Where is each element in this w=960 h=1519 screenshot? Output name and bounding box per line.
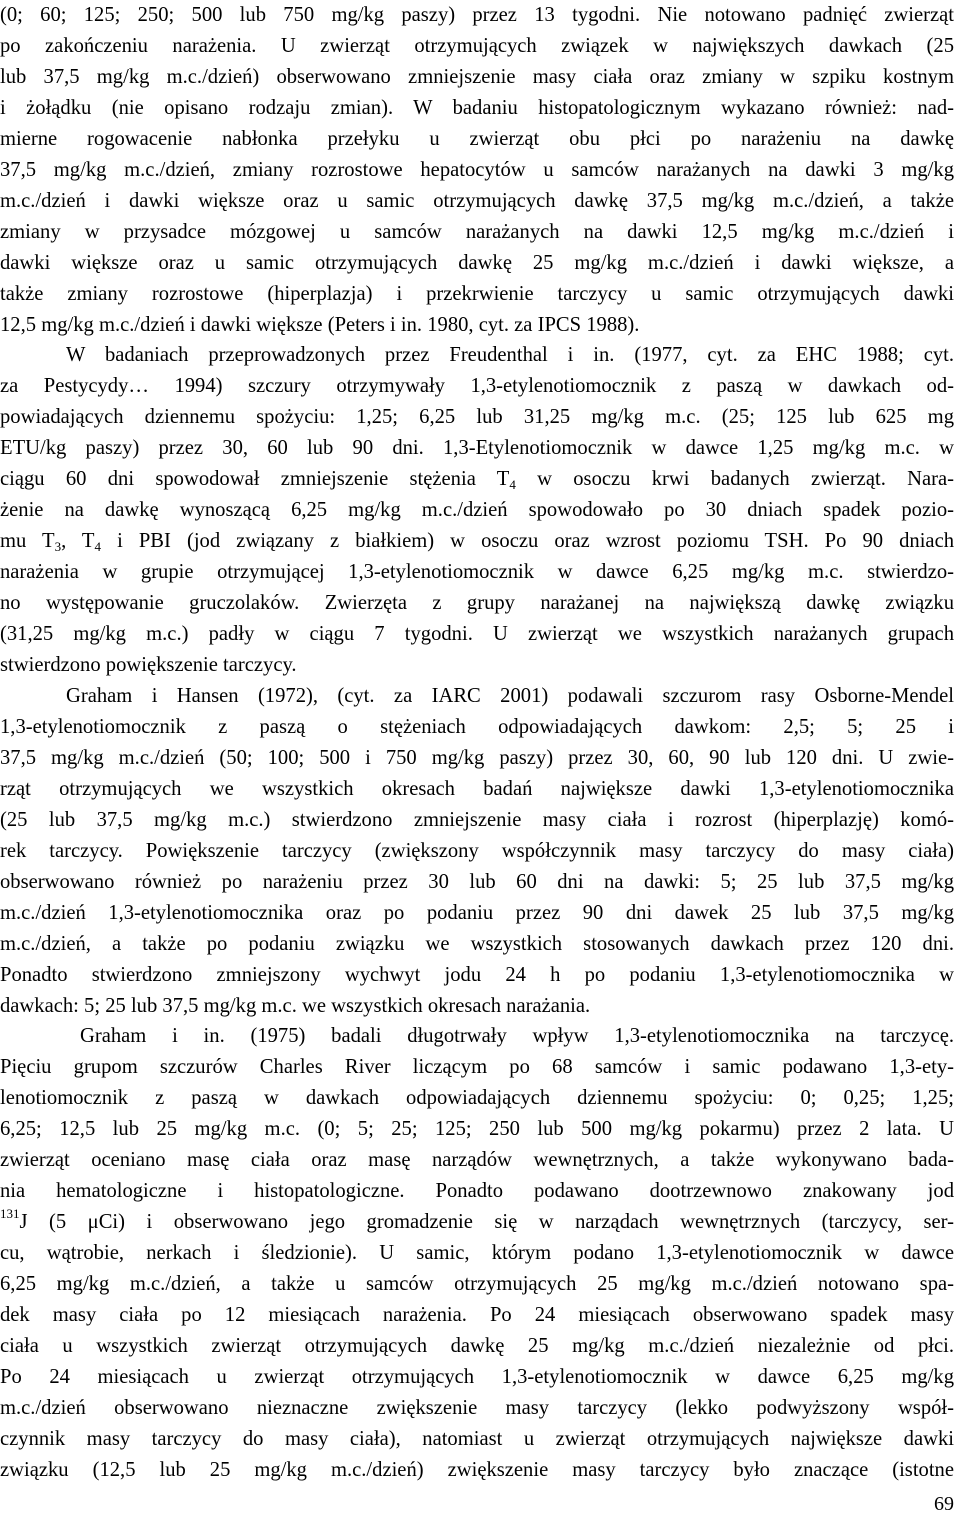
text-line: dawki większe oraz u samic otrzymujących dawkę 25 mg/kg m.c./dzień i dawki większe, a <box>0 251 954 274</box>
paragraph-1 <box>0 0 954 340</box>
text-line: (25 lub 37,5 mg/kg m.c.) stwierdzono zmniejszenie masy ciała i rozrost (hiperplazję) komó- <box>0 808 954 831</box>
text-line: ETU/kg paszy) przez 30, 60 lub 90 dni. 1,3-Etylenotiomocznik w dawce 1,25 mg/kg m.c. w <box>0 437 954 460</box>
text-line: żenie na dawkę wynoszącą 6,25 mg/kg m.c./dzień spowodowało po 30 dniach spadek pozio- <box>0 499 954 522</box>
text-line: Pięciu grupom szczurów Charles River liczącym po 68 samców i samic podawano 1,3-ety- <box>0 1056 954 1079</box>
text-line: nia hematologiczne i histopatologiczne. Ponadto podawano dootrzewnowo znakowany jod <box>0 1180 954 1203</box>
text-fragment: ciągu 60 dni spowodował zmniejszenie stężenia T <box>0 468 510 491</box>
text-line: dawkach: 5; 25 lub 37,5 mg/kg m.c. we wszystkich okresach narażania. <box>0 994 591 1017</box>
text-line: 37,5 mg/kg m.c./dzień (50; 100; 500 i 750 mg/kg paszy) przez 30, 60, 90 lub 120 dni. U zwie- <box>0 746 954 769</box>
text-line: 37,5 mg/kg m.c./dzień, zmiany rozrostowe hepatocytów u samców narażanych na dawki 3 mg/kg <box>0 158 954 181</box>
text-line: W badaniach przeprowadzonych przez Freudenthal i in. (1977, cyt. za EHC 1988; cyt. <box>66 344 954 367</box>
text-line: m.c./dzień 1,3-etylenotiomocznika oraz po podaniu przez 90 dni dawek 25 lub 37,5 mg/kg <box>0 901 954 924</box>
text-line: i żołądku (nie opisano rodzaju zmian). W badaniu histopatologicznym wykazano również: nad- <box>0 96 954 119</box>
text-line <box>0 526 954 557</box>
text-fragment: w osoczu krwi badanych zwierząt. Nara- <box>515 468 954 491</box>
text-fragment: , T <box>61 530 95 553</box>
subscript: 4 <box>94 539 102 555</box>
text-line: narażenia w grupie otrzymującej 1,3-etylenotiomocznik w dawce 6,25 mg/kg m.c. stwierdzo- <box>0 561 954 584</box>
text-line: także zmiany rozrostowe (hiperplazja) i przekrwienie tarczycy u samic otrzymujących dawki <box>0 282 954 305</box>
text-line: (31,25 mg/kg m.c.) padły w ciągu 7 tygodni. U zwierząt we wszystkich narażanych grupach <box>0 623 954 646</box>
text-line: Ponadto stwierdzono zmniejszony wychwyt jodu 24 h po podaniu 1,3-etylenotiomocznika w <box>0 963 954 986</box>
text-line: cu, wątrobie, nerkach i śledzionie). U samic, którym podano 1,3-etylenotiomocznik w dawce <box>0 1242 954 1265</box>
text-line: 6,25 mg/kg m.c./dzień, a także u samców otrzymujących 25 mg/kg m.c./dzień notowano spa- <box>0 1273 954 1296</box>
subscript: 3 <box>54 539 62 555</box>
text-line: powiadających dziennemu spożyciu: 1,25; 6,25 lub 31,25 mg/kg m.c. (25; 125 lub 625 mg <box>0 406 954 429</box>
text-fragment: J (5 μCi) i obserwowano jego gromadzenie się w narządach wewnętrznych (tarczycy, ser- <box>19 1211 954 1234</box>
text-line: m.c./dzień obserwowano nieznaczne zwiększenie masy tarczycy (lekko podwyższony współ- <box>0 1396 954 1419</box>
text-line: 6,25; 12,5 lub 25 mg/kg m.c. (0; 5; 25; 125; 250 lub 500 mg/kg pokarmu) przez 2 lata. U <box>0 1118 954 1141</box>
text-line: rek tarczycy. Powiększenie tarczycy (zwiększony współczynnik masy tarczycy do masy ciała) <box>0 839 954 862</box>
text-line: m.c./dzień i dawki większe oraz u samic otrzymujących dawkę 37,5 mg/kg m.c./dzień, a także <box>0 189 954 212</box>
paragraph-3 <box>0 681 954 1021</box>
text-line: 12,5 mg/kg m.c./dzień i dawki większe (Peters i in. 1980, cyt. za IPCS 1988). <box>0 313 640 336</box>
text-line: po zakończeniu narażenia. U zwierząt otrzymujących związek w największych dawkach (25 <box>0 34 954 57</box>
superscript: 131 <box>0 1206 20 1222</box>
text-line: lenotiomocznik z paszą w dawkach odpowiadających dziennemu spożyciu: 0; 0,25; 1,25; <box>0 1087 954 1110</box>
text-line <box>0 464 954 495</box>
text-line <box>0 1207 954 1238</box>
text-line: Graham i in. (1975) badali długotrwały wpływ 1,3-etylenotiomocznika na tarczycę. <box>80 1025 954 1048</box>
text-fragment: mu T <box>0 530 55 553</box>
text-line: związku (12,5 lub 25 mg/kg m.c./dzień) zwiększenie masy tarczycy było znaczące (istotne <box>0 1458 954 1481</box>
text-line: mierne rogowacenie nabłonka przełyku u zwierząt obu płci po narażeniu na dawkę <box>0 127 954 150</box>
text-line: Graham i Hansen (1972), (cyt. za IARC 2001) podawali szczurom rasy Osborne-Mendel <box>66 684 954 707</box>
text-line: zmiany w przysadce mózgowej u samców narażanych na dawki 12,5 mg/kg m.c./dzień i <box>0 220 954 243</box>
paragraph-4 <box>0 1021 954 1485</box>
text-line: ciała u wszystkich zwierząt otrzymujących dawkę 25 mg/kg m.c./dzień niezależnie od płci. <box>0 1334 954 1357</box>
subscript: 4 <box>509 477 516 493</box>
text-line: stwierdzono powiększenie tarczycy. <box>0 654 297 677</box>
page-number: 69 <box>934 1493 954 1515</box>
text-line: 1,3-etylenotiomocznik z paszą o stężeniach odpowiadających dawkom: 2,5; 5; 25 i <box>0 715 954 738</box>
text-line: m.c./dzień, a także po podaniu związku we wszystkich stosowanych dawkach przez 120 dni. <box>0 932 954 955</box>
text-line: rząt otrzymujących we wszystkich okresach badań największe dawki 1,3-etylenotiomocznika <box>0 777 954 800</box>
text-line: Po 24 miesiącach u zwierząt otrzymujących 1,3-etylenotiomocznik w dawce 6,25 mg/kg <box>0 1365 954 1388</box>
text-line: zwierząt oceniano masę ciała oraz masę narządów wewnętrznych, a także wykonywano bada- <box>0 1149 954 1172</box>
text-line: lub 37,5 mg/kg m.c./dzień) obserwowano zmniejszenie masy ciała oraz zmiany w szpiku kostnym <box>0 65 954 88</box>
text-line: dek masy ciała po 12 miesiącach narażenia. Po 24 miesiącach obserwowano spadek masy <box>0 1304 954 1327</box>
text-line: no występowanie gruczolaków. Zwierzęta z grupy narażanej na największą dawkę związku <box>0 592 954 615</box>
text-line: za Pestycydy… 1994) szczury otrzymywały 1,3-etylenotiomocznik z paszą w dawkach od- <box>0 375 954 398</box>
text-line: czynnik masy tarczycy do masy ciała), natomiast u zwierząt otrzymujących największe dawki <box>0 1427 954 1450</box>
paragraph-2 <box>0 340 954 680</box>
text-fragment: i PBI (jod związany z białkiem) w osoczu oraz wzrost poziomu TSH. Po 90 dniach <box>101 530 955 553</box>
text-line: obserwowano również po narażeniu przez 30 lub 60 dni na dawki: 5; 25 lub 37,5 mg/kg <box>0 870 954 893</box>
text-line: (0; 60; 125; 250; 500 lub 750 mg/kg paszy) przez 13 tygodni. Nie notowano padnięć zwierząt <box>0 4 954 26</box>
